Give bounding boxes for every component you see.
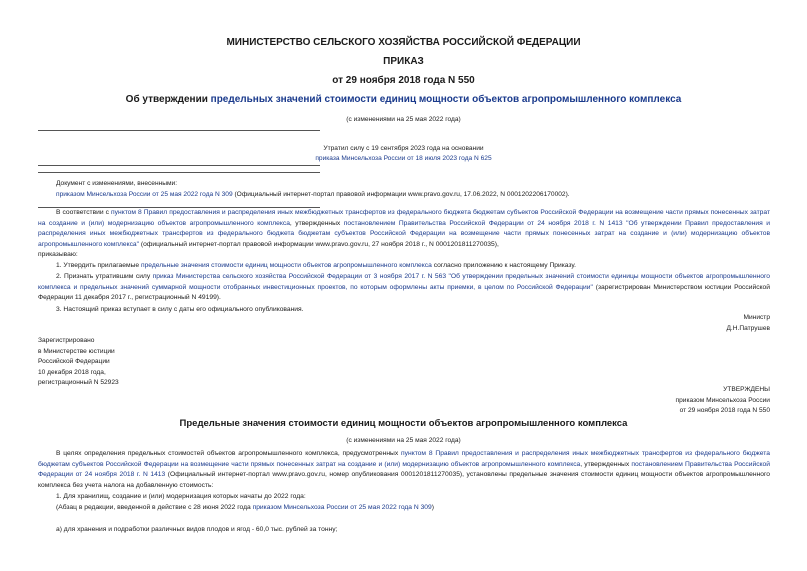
doc-type: ПРИКАЗ bbox=[383, 56, 424, 67]
changes-line bbox=[56, 190, 776, 201]
text: , утвержденных bbox=[289, 219, 344, 227]
annex-amend-note: (с изменениями на 25 мая 2022 года) bbox=[346, 437, 461, 444]
annex-link-rules[interactable]: пунктом 8 Правил предоставления и распределения иных межбюджетных трансфертов из федерального бюджета бюджетам субъектов Российской Федерации на возмещение части прямых понесенных затрат на создание и (или) модернизацию объектов агропромышленного комплекса bbox=[38, 450, 770, 468]
amend-note: (с изменениями на 25 мая 2022 года) bbox=[346, 116, 461, 123]
text: В целях определения предельных стоимостей объектов агропромышленного комплекса, предусмотренных bbox=[56, 450, 402, 457]
annex-link-decree[interactable]: постановлением Правительства Российской Федерации от 24 ноября 2018 г. N 1413 bbox=[38, 460, 770, 479]
text: (официальный интернет-портал правовой информации www.pravo.gov.ru, 27 ноября 2018 г., N 0001201811270035), bbox=[139, 240, 499, 248]
invalid-notice-line1: Утратил силу с 19 сентября 2023 года на основании bbox=[323, 145, 484, 152]
text: (Официальный интернет-портал www.pravo.gov.ru, номер опубликования 0001201811270035), установлены предельные значения стоимости единиц мощности объектов агропромышленного комплекса без учета налога на добавленную стоимость: bbox=[38, 471, 770, 489]
annex-item-1: 1. Для хранилищ, создание и (или) модернизация которых начаты до 2022 года: bbox=[56, 493, 306, 500]
divider bbox=[38, 130, 320, 131]
doc-title bbox=[0, 94, 807, 105]
registration-line: Российской Федерации bbox=[38, 358, 110, 365]
approved-line: УТВЕРЖДЕНЫ bbox=[723, 386, 770, 393]
body-paragraph-1 bbox=[38, 208, 770, 250]
changes-label: Документ с изменениями, внесенными: bbox=[56, 180, 178, 187]
changes-link[interactable]: приказом Минсельхоза России от 25 мая 2022 года N 309 bbox=[56, 191, 233, 198]
divider bbox=[38, 172, 320, 173]
body-link-decree[interactable]: постановлением Правительства Российской Федерации от 24 ноября 2018 г. N 1413 "Об утверждении Правил предоставления и распределения иных межбюджетных трансфертов из федерального бюджета бюджетам субъектов Российской Федерации на возмещение части прямых понесенных затрат на создание и (или) модернизацию объектов агропромышленного комплекса" bbox=[38, 219, 770, 248]
text: (зарегистрирован Министерством юстиции Российской Федерации 11 декабря 2017 г., регистрационный N 49199). bbox=[38, 283, 770, 302]
doc-title-prefix: Об утверждении bbox=[125, 94, 211, 105]
annex-item-1-note bbox=[38, 503, 770, 514]
text: ) bbox=[431, 504, 434, 511]
doc-title-link[interactable]: предельных значений стоимости единиц мощности объектов агропромышленного комплекса bbox=[210, 94, 682, 105]
body-paragraph-2 bbox=[38, 261, 770, 272]
invalid-notice-link[interactable]: приказа Минсельхоза России от 18 июля 2023 года N 625 bbox=[315, 155, 492, 162]
divider bbox=[38, 165, 320, 166]
text: В соответствии с bbox=[56, 209, 112, 216]
approved-line: от 29 ноября 2018 года N 550 bbox=[679, 407, 770, 414]
annex-note-link[interactable]: приказом Минсельхоза России от 25 мая 2022 года N 309 bbox=[252, 504, 432, 511]
ministry-title: МИНИСТЕРСТВО СЕЛЬСКОГО ХОЗЯЙСТВА РОССИЙСКОЙ ФЕДЕРАЦИИ bbox=[226, 37, 581, 48]
text: согласно приложению к настоящему Приказу. bbox=[431, 262, 576, 269]
doc-date-number: от 29 ноября 2018 года N 550 bbox=[332, 75, 475, 86]
body-order-word: приказываю: bbox=[38, 251, 78, 258]
approved-block bbox=[560, 385, 770, 417]
text: 2. Признать утратившим силу bbox=[56, 273, 153, 280]
annex-title: Предельные значения стоимости единиц мощности объектов агропромышленного комплекса bbox=[179, 418, 628, 429]
signature-name: Д.Н.Патрушев bbox=[726, 325, 770, 332]
body-link-old-order[interactable]: приказ Министерства сельского хозяйства Российской Федерации от 3 ноября 2017 г. N 563 "Об утверждении предельных значений стоимости единицы мощности объектов агропромышленного комплекса и предельных значений суммарной мощности отобранных инвестиционных проектов, по которым оформлены акты приемки, в целом по Российской Федерации" bbox=[38, 273, 770, 291]
annex-item-a: а) для хранения и подработки различных видов плодов и ягод - 60,0 тыс. рублей за тонну; bbox=[56, 526, 338, 533]
changes-rest: (Официальный интернет-портал правовой информации www.pravo.gov.ru, 17.06.2022, N 0001202206170002). bbox=[232, 191, 570, 198]
body-paragraph-3 bbox=[38, 272, 770, 304]
approved-line: приказом Минсельхоза России bbox=[675, 396, 770, 404]
registration-line: 10 декабря 2018 года, bbox=[38, 368, 106, 376]
registration-line: регистрационный N 52923 bbox=[38, 379, 119, 386]
registration-block bbox=[38, 336, 238, 389]
body-link-values[interactable]: предельные значения стоимости единиц мощности объектов агропромышленного комплекса bbox=[140, 262, 432, 269]
signature-role: Министр bbox=[743, 314, 770, 321]
annex-paragraph-1 bbox=[38, 449, 770, 491]
text: , утвержденных bbox=[580, 460, 632, 468]
text: (Абзац в редакции, введенной в действие с 28 июня 2022 года bbox=[56, 504, 253, 511]
text: 1. Утвердить прилагаемые bbox=[56, 262, 141, 269]
body-link-rules[interactable]: пунктом 8 Правил предоставления и распределения иных межбюджетных трансфертов из федерального бюджета бюджетам субъектов Российской Федерации на возмещение части прямых понесенных затрат на создание и (или) модернизацию объектов агропромышленного комплекса bbox=[38, 209, 771, 227]
registration-line: Зарегистрировано bbox=[38, 337, 95, 344]
registration-line: в Министерстве юстиции bbox=[38, 347, 115, 355]
body-paragraph-4: 3. Настоящий приказ вступает в силу с даты его официального опубликования. bbox=[56, 306, 304, 313]
